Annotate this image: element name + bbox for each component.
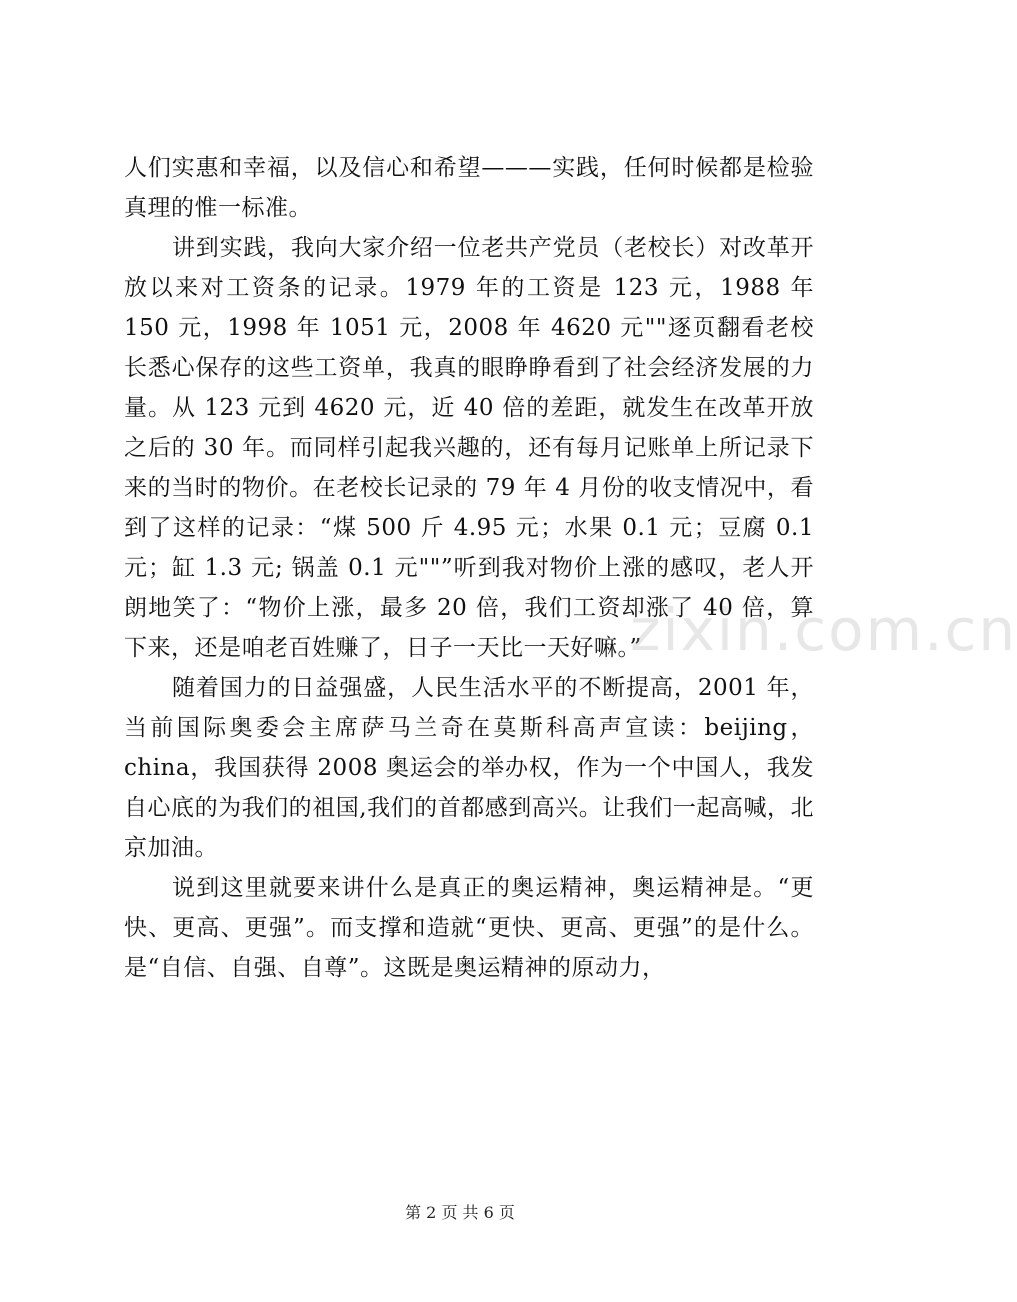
paragraph-1: 人们实惠和幸福，以及信心和希望———实践，任何时候都是检验真理的惟一标准。 bbox=[124, 155, 814, 221]
paragraph-4: 说到这里就要来讲什么是真正的奥运精神，奥运精神是。“更快、更高、更强”。而支撑和造就“更快、更高、更强”的是什么。是“自信、自强、自尊”。这既是奥运精神的原动力， bbox=[124, 875, 814, 981]
document-body bbox=[124, 148, 814, 988]
watermark: zixin.com.cn bbox=[630, 596, 1017, 664]
paragraph-3: 随着国力的日益强盛，人民生活水平的不断提高，2001 年，当前国际奥委会主席萨马兰奇在莫斯科高声宣读：beijing，china，我国获得 2008 奥运会的举办权，作为一个中国人，我发自心底的为我们的祖国,我们的首都感到高兴。让我们一起高喊，北京加油。 bbox=[124, 675, 814, 861]
page-footer: 第 2 页 共 6 页 bbox=[405, 1203, 515, 1222]
paragraph-2: 讲到实践，我向大家介绍一位老共产党员（老校长）对改革开放以来对工资条的记录。1979 年的工资是 123 元，1988 年 150 元，1998 年 1051 元，2008 年 4620 元""逐页翻看老校长悉心保存的这些工资单，我真的眼睁睁看到了社会经济发展的力量。从 123 元到 4620 元，近 40 倍的差距，就发生在改革开放之后的 30 年。而同样引起我兴趣的，还有每月记账单上所记录下来的当时的物价。在老校长记录的 79 年 4 月份的收支情况中，看到了这样的记录：“煤 500 斤 4.95 元；水果 0.1 元；豆腐 0.1 元；缸 1.3 元; 锅盖 0.1 元""”听到我对物价上涨的感叹，老人开朗地笑了：“物价上涨，最多 20 倍，我们工资却涨了 40 倍，算下来，还是咱老百姓赚了，日子一天比一天好嘛。” bbox=[124, 235, 814, 661]
